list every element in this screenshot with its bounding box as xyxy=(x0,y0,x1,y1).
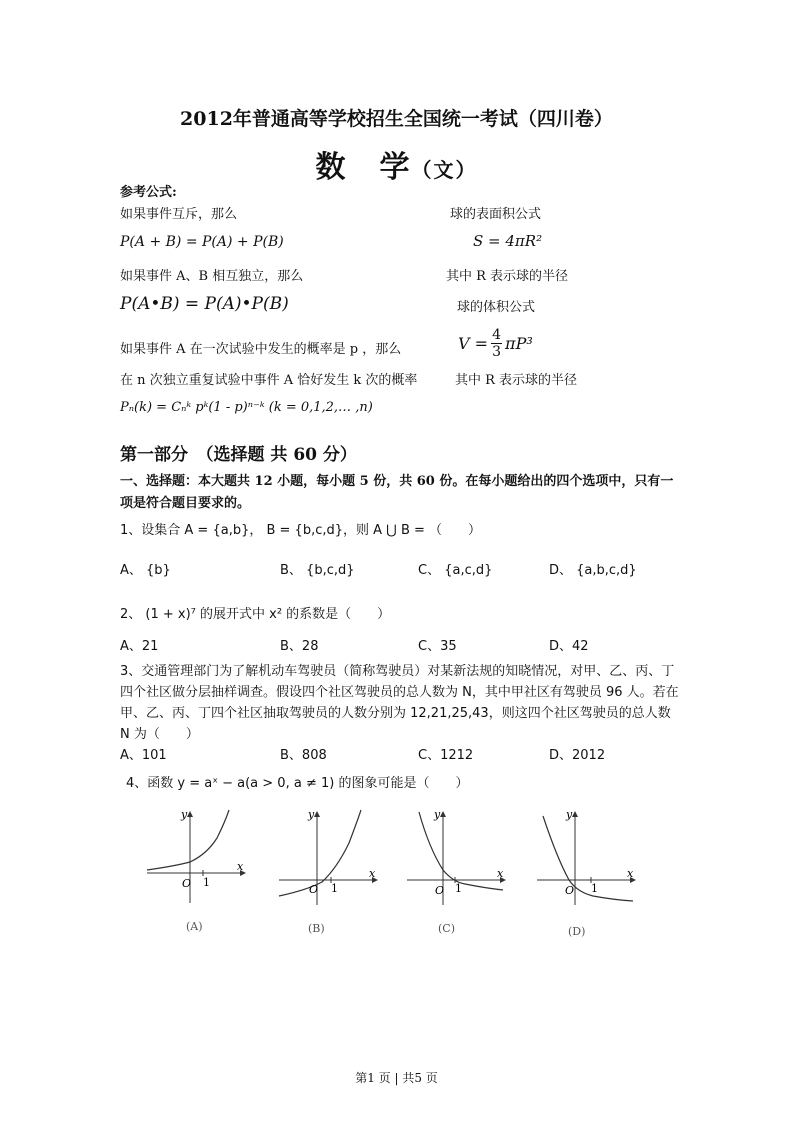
volume-formula xyxy=(458,327,533,360)
svg-text:x: x xyxy=(369,867,376,880)
subject-suffix: （文） xyxy=(411,158,478,182)
ref-left-2: 如果事件 A、B 相互独立，那么 xyxy=(120,269,304,284)
q1-option-b: B、 {b,c,d} xyxy=(280,563,355,578)
volume-den: 3 xyxy=(492,344,501,360)
q3-option-d: D、2012 xyxy=(549,748,606,763)
svg-text:y: y xyxy=(181,808,188,821)
svg-text:y: y xyxy=(434,808,441,821)
curve xyxy=(279,810,361,896)
svg-text:1: 1 xyxy=(455,882,462,895)
svg-text:O: O xyxy=(182,877,192,890)
part1-instructions: 一、选择题：本大题共 12 小题，每小题 5 份，共 60 份。在每小题给出的四个选项中，只有一项是符合题目要求的。 xyxy=(120,474,674,511)
subject-title xyxy=(0,142,793,186)
q3-option-b: B、808 xyxy=(280,748,327,763)
volume-fraction xyxy=(491,327,502,360)
part1-heading: 第一部分 （选择题 共 60 分） xyxy=(120,445,357,465)
q4-stem: 4、函数 y = aˣ − a(a > 0, a ≠ 1) 的图象可能是（ ） xyxy=(126,776,469,791)
q1-option-d: D、 {a,b,c,d} xyxy=(549,563,637,578)
page-footer: 第1 页 | 共5 页 xyxy=(355,1071,438,1085)
ref-right-2: 其中 R 表示球的半径 xyxy=(446,269,569,284)
q3-option-a: A、101 xyxy=(120,748,167,763)
ref-right-4: 其中 R 表示球的半径 xyxy=(455,373,578,388)
q3-stem: 3、交通管理部门为了解机动车驾驶员（简称驾驶员）对某新法规的知晓情况，对甲、乙、丙、丁四个社区做分层抽样调查。假设四个社区驾驶员的总人数为 N，其中甲社区有驾驶员 96 人。若在甲、乙、丙、丁四个社区抽取驾驶员的人数分别为 12,21,25,43，则这四个社区驾驶员的总人数 N 为（ ） xyxy=(120,664,679,742)
svg-text:y: y xyxy=(566,808,573,821)
volume-rest: πP³ xyxy=(505,334,533,353)
ref-left-3: P(A•B) = P(A)•P(B) xyxy=(120,294,289,314)
curve xyxy=(147,810,229,870)
svg-text:O: O xyxy=(435,884,445,897)
ref-left-1: P(A + B) = P(A) + P(B) xyxy=(120,234,284,250)
q2-stem: 2、 (1 + x)⁷ 的展开式中 x² 的系数是（ ） xyxy=(120,607,391,622)
q1-option-a: A、 {b} xyxy=(120,563,171,578)
ref-right-3: 球的体积公式 xyxy=(457,300,536,315)
svg-text:1: 1 xyxy=(331,882,338,895)
q2-option-d: D、42 xyxy=(549,639,589,654)
volume-num: 4 xyxy=(492,327,501,343)
curve xyxy=(543,816,633,901)
graph-label-a: (A) xyxy=(186,920,203,933)
graph-label-b: (B) xyxy=(308,922,325,935)
q1-option-c: C、 {a,c,d} xyxy=(418,563,493,578)
q1-stem: 1、设集合 A = {a,b}， B = {b,c,d}，则 A ⋃ B = （ ） xyxy=(120,523,482,538)
svg-text:O: O xyxy=(309,883,319,896)
ref-left-0: 如果事件互斥，那么 xyxy=(120,207,238,222)
subject-name: 数 学 xyxy=(315,150,412,185)
svg-text:O: O xyxy=(565,884,575,897)
q2-option-a: A、21 xyxy=(120,639,159,654)
q2-option-c: C、35 xyxy=(418,639,457,654)
ref-right-1: S = 4πR² xyxy=(473,232,543,250)
reference-heading: 参考公式: xyxy=(120,185,177,200)
q3-option-c: C、1212 xyxy=(418,748,474,763)
curve xyxy=(419,812,503,890)
graph-c xyxy=(405,808,515,908)
svg-text:y: y xyxy=(308,808,315,821)
svg-text:x: x xyxy=(627,867,634,880)
graph-label-d: (D) xyxy=(568,925,586,938)
graph-a xyxy=(145,808,255,908)
svg-text:1: 1 xyxy=(203,876,210,889)
ref-right-0: 球的表面积公式 xyxy=(450,207,542,222)
graph-label-c: (C) xyxy=(438,922,455,935)
svg-text:1: 1 xyxy=(591,882,598,895)
svg-text:x: x xyxy=(497,867,504,880)
q2-option-b: B、28 xyxy=(280,639,319,654)
graph-b xyxy=(277,808,387,908)
exam-title: 2012年普通高等学校招生全国统一考试（四川卷） xyxy=(180,108,613,130)
graph-d xyxy=(535,808,645,908)
ref-left-6: Pₙ(k) = Cₙᵏ pᵏ(1 - p)ⁿ⁻ᵏ (k = 0,1,2,… ,n) xyxy=(120,400,373,415)
volume-lhs: V = xyxy=(458,334,489,353)
ref-left-4: 如果事件 A 在一次试验中发生的概率是 p ，那么 xyxy=(120,342,402,357)
ref-left-5: 在 n 次独立重复试验中事件 A 恰好发生 k 次的概率 xyxy=(120,373,418,388)
svg-text:x: x xyxy=(237,860,244,873)
